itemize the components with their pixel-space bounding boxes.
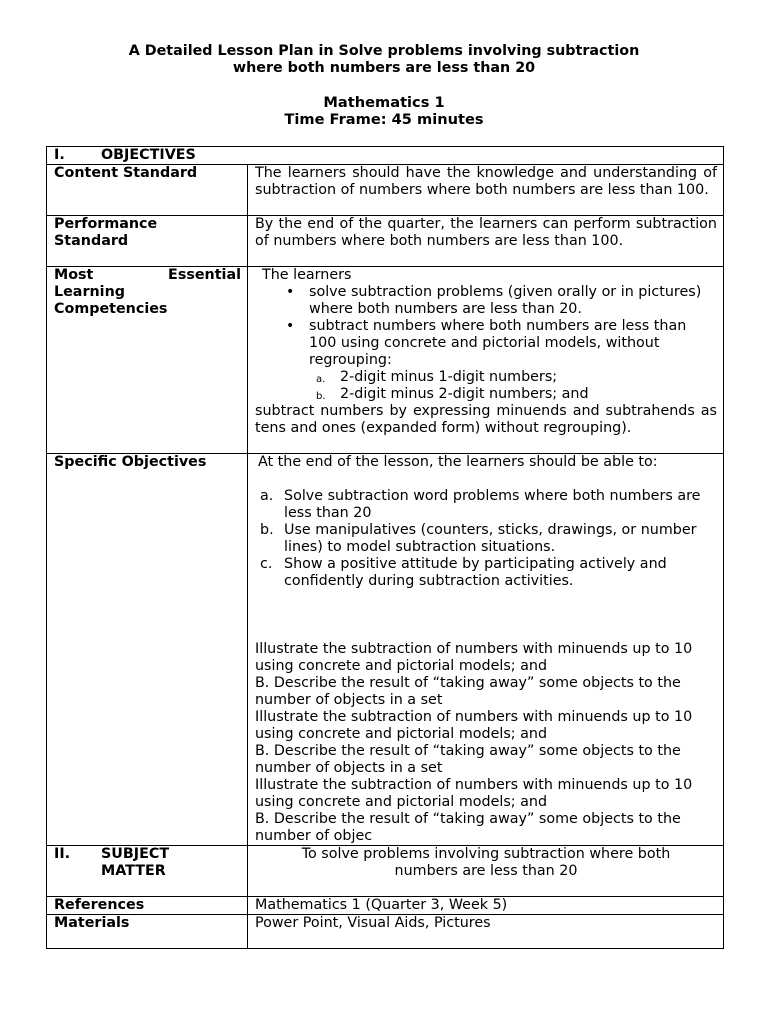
melc-row: [47, 267, 724, 454]
row-label-line: Standard: [54, 233, 129, 249]
performance-standard-row: [47, 216, 724, 267]
materials-row: [47, 915, 724, 949]
row-label-line: Performance: [54, 216, 158, 232]
list-item-text: Solve subtraction word problems where both numbers are less than 20: [284, 488, 701, 521]
specific-extra-paragraph: B. Describe the result of “taking away” some objects to the number of objects in a set: [255, 675, 681, 708]
list-item: [316, 369, 717, 386]
content-standard-text: The learners should have the knowledge and understanding of subtraction of numbers where both numbers are less than 100.: [248, 165, 724, 216]
performance-standard-text: By the end of the quarter, the learners can perform subtraction of numbers where both numbers are less than 100.: [248, 216, 724, 267]
list-marker: c.: [260, 556, 273, 572]
melc-sub-items: [255, 369, 717, 403]
list-item: [316, 386, 717, 403]
row-label-line: Competencies: [54, 301, 168, 317]
lesson-plan-table: [46, 146, 724, 949]
document-subtitle: [0, 94, 768, 128]
subject-matter-text: [248, 846, 724, 897]
specific-extra-paragraph: Illustrate the subtraction of numbers with minuends up to 10 using concrete and pictorial models; and: [255, 709, 693, 742]
objectives-header-row: [47, 147, 724, 165]
specific-extra-paragraph: Illustrate the subtraction of numbers with minuends up to 10 using concrete and pictorial models; and: [255, 641, 693, 674]
row-label-word: Essential: [168, 267, 241, 283]
list-item: [260, 522, 717, 556]
melc-bullets: [255, 284, 717, 369]
row-label: References: [47, 897, 248, 915]
section-heading-line: SUBJECT: [101, 846, 170, 862]
row-label: [47, 216, 248, 267]
references-text: Mathematics 1 (Quarter 3, Week 5): [248, 897, 724, 915]
section-number: I.: [54, 147, 65, 163]
title-line-2: where both numbers are less than 20: [232, 60, 536, 76]
list-item-text: 2-digit minus 2-digit numbers; and: [340, 386, 589, 402]
subject-matter-label: [47, 846, 248, 897]
row-label: [47, 267, 248, 454]
list-marker: a.: [260, 488, 274, 504]
row-label-word: Most: [54, 267, 94, 283]
list-item: • subtract numbers where both numbers are less than 100 using concrete and pictorial models, without regrouping:: [309, 318, 717, 369]
list-item-text: 2-digit minus 1-digit numbers;: [340, 369, 558, 385]
document-title: [0, 43, 768, 77]
row-label: Content Standard: [47, 165, 248, 216]
materials-text: Power Point, Visual Aids, Pictures: [248, 915, 724, 949]
section-number: II.: [54, 846, 71, 862]
specific-objectives-list: [255, 488, 717, 590]
specific-extra-paragraph: Illustrate the subtraction of numbers with minuends up to 10 using concrete and pictorial models; and: [255, 777, 693, 810]
subject-matter-line: numbers are less than 20: [394, 863, 578, 879]
objectives-heading-cell: [47, 147, 724, 165]
list-item: [260, 488, 717, 522]
list-item-text: Show a positive attitude by participating actively and confidently during subtraction activities.: [284, 556, 667, 589]
row-label: Specific Objectives: [47, 454, 248, 846]
section-heading-line: MATTER: [101, 863, 166, 879]
row-label-line: Learning: [54, 284, 125, 300]
content-standard-row: [47, 165, 724, 216]
list-marker: b.: [316, 391, 326, 402]
specific-extra-paragraph: B. Describe the result of “taking away” some objects to the number of objects in a set: [255, 743, 681, 776]
time-frame: Time Frame: 45 minutes: [284, 111, 484, 128]
list-item: [260, 556, 717, 590]
section-heading: OBJECTIVES: [101, 147, 196, 163]
specific-intro: At the end of the lesson, the learners should be able to:: [258, 454, 658, 470]
title-line-1: A Detailed Lesson Plan in Solve problems involving subtraction: [128, 43, 640, 59]
subject-name: Mathematics 1: [323, 94, 445, 111]
list-item-text: Use manipulatives (counters, sticks, drawings, or number lines) to model subtraction situations.: [284, 522, 697, 555]
row-label: Materials: [47, 915, 248, 949]
melc-intro: The learners: [262, 267, 352, 283]
specific-extra-paragraph: B. Describe the result of “taking away” some objects to the number of objec: [255, 811, 681, 844]
subject-matter-row: [47, 846, 724, 897]
references-row: [47, 897, 724, 915]
subject-matter-line: To solve problems involving subtraction where both: [301, 846, 671, 862]
melc-text: [248, 267, 724, 454]
list-marker: b.: [260, 522, 274, 538]
list-marker: a.: [316, 374, 326, 385]
specific-objectives-row: [47, 454, 724, 846]
melc-closing: subtract numbers by expressing minuends and subtrahends as tens and ones (expanded form) without regrouping).: [255, 403, 717, 436]
specific-objectives-text: [248, 454, 724, 846]
list-item: • solve subtraction problems (given orally or in pictures) where both numbers are less than 20.: [309, 284, 717, 318]
